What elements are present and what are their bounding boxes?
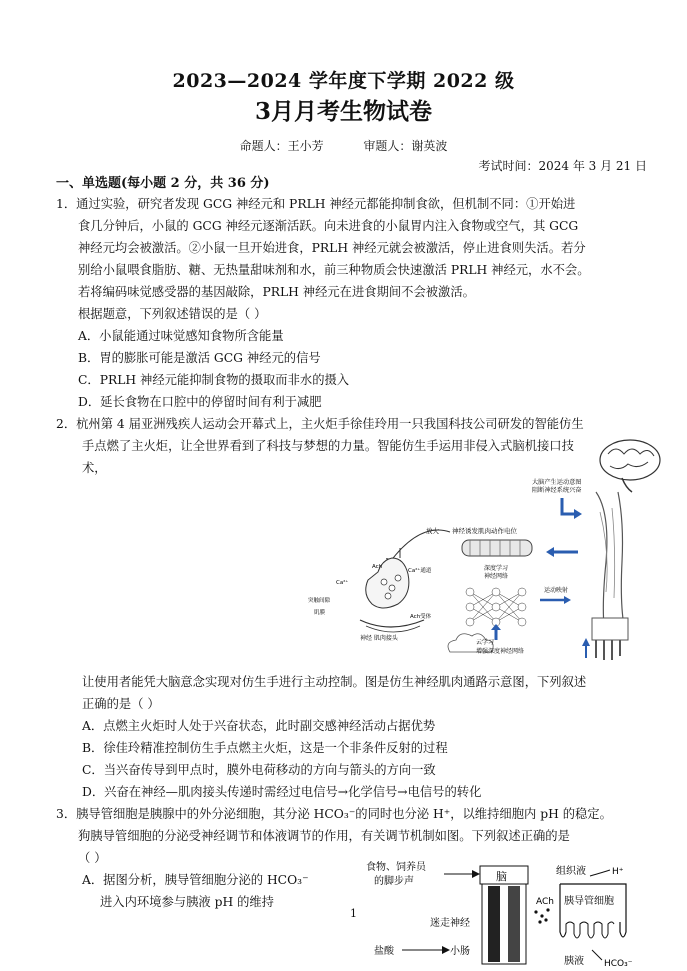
muscle-fiber bbox=[462, 540, 532, 556]
q1-option-a: A．小鼠能通过味觉感知食物所含能量 bbox=[78, 329, 284, 343]
exam-title-line2: 3月月考生物试卷 bbox=[254, 98, 432, 125]
q2-option-a: A．点燃主火炬时人处于兴奋状态，此时副交感神经活动占据优势 bbox=[82, 719, 436, 733]
q3-line: 狗胰导管细胞的分泌受神经调节和体液调节的作用，有关调节机制如图。下列叙述正确的是 bbox=[78, 829, 570, 843]
q2-option-c: C．当兴奋传导到甲点时，膜外电荷移动的方向与箭头的方向一致 bbox=[82, 763, 436, 777]
tissue-fluid-label: 组织液 bbox=[556, 866, 586, 877]
brain-box-label: 脑 bbox=[496, 870, 507, 883]
q3-option-a-line1: A．据图分析，胰导管细胞分泌的 HCO₃⁻ bbox=[82, 873, 309, 887]
food-label-1: 食物、饲养员 bbox=[366, 862, 426, 873]
authors-line bbox=[0, 137, 687, 154]
cloud-label-2: 增强深度神经网络 bbox=[476, 648, 525, 655]
brain-icon bbox=[600, 440, 660, 492]
q2-continuation: 正确的是（ ） bbox=[82, 697, 160, 711]
q1-option-b: B．胃的膨胀可能是激活 GCG 神经元的信号 bbox=[78, 351, 321, 365]
exam-time: 考试时间：2024 年 3 月 21 日 bbox=[478, 159, 647, 173]
bionic-arm bbox=[592, 492, 628, 660]
q1-option-d: D．延长食物在口腔中的停留时间有利于减肥 bbox=[78, 395, 322, 409]
duct-cell bbox=[560, 884, 626, 938]
cloud-label-1: 云学习 bbox=[476, 639, 495, 646]
brain-note-1: 大脑产生运动意图 bbox=[532, 479, 582, 486]
vagus-label: 迷走神经 bbox=[430, 918, 470, 929]
receptor-label: Ach受体 bbox=[410, 614, 432, 620]
ca-label: Ca²⁺ bbox=[336, 580, 349, 586]
q3-option-a-line2: 进入内环境参与胰液 pH 的维持 bbox=[100, 895, 274, 909]
brain-note-2: 阻断神经系统兴奋 bbox=[532, 487, 582, 494]
q2-line: 手点燃了主火炬，让全世界看到了科技与梦想的力量。智能仿生手运用非侵入式脑机接口技 bbox=[82, 439, 574, 453]
q1-line: 别给小鼠喂食脂肪、糖、无热量甜味剂和水，前三种物质会快速激活 PRLH 神经元，水不会。 bbox=[78, 263, 590, 277]
intestine-label: 小肠 bbox=[450, 946, 470, 957]
acid-label: 盐酸 bbox=[374, 946, 394, 957]
q1-line: 1．通过实验，研究者发现 GCG 神经元和 PRLH 神经元都能抑制食欲，但机制不同：①开始进 bbox=[56, 197, 576, 211]
enlarge-label: 放大 bbox=[426, 527, 439, 535]
q2-line: 2．杭州第 4 届亚洲残疾人运动会开幕式上，主火炬手徐佳玲用一只我国科技公司研发的智能仿生 bbox=[56, 417, 584, 431]
ach-label: Ach bbox=[372, 564, 383, 570]
pancreatic-juice-label: 胰液 bbox=[564, 956, 584, 967]
page-number: 1 bbox=[350, 907, 357, 920]
q1-stem: 根据题意，下列叙述错误的是（ ） bbox=[78, 307, 267, 321]
q1-line: 神经元均会被激活。②小鼠一旦开始进食，PRLH 神经元就会被激活，停止进食则失活。若分 bbox=[78, 241, 586, 255]
exam-title-line1: 2023—2024 学年度下学期 2022 级 bbox=[172, 70, 515, 92]
hco3-label: HCO₃⁻ bbox=[604, 959, 633, 969]
pancreatic-regulation-figure bbox=[360, 856, 660, 970]
deep-learning-label-1: 深度学习 bbox=[484, 565, 509, 572]
food-label-2: 的脚步声 bbox=[374, 876, 414, 887]
section-title: 一、单选题(每小题 2 分，共 36 分) bbox=[56, 176, 270, 191]
ach-label-3: ACh bbox=[536, 897, 554, 907]
q1-line: 食几分钟后，小鼠的 GCG 神经元逐渐活跃。向未进食的小鼠胃内注入食物或空气，其 GCG bbox=[78, 219, 579, 233]
junction-label: 神经 肌肉接头 bbox=[360, 635, 398, 642]
q3-line: 3．胰导管细胞是胰腺中的外分泌细胞，其分泌 HCO₃⁻的同时也分泌 H⁺，以维持细胞内 pH 的稳定。 bbox=[56, 807, 612, 821]
q3-line: （ ） bbox=[78, 851, 107, 865]
reviewer: 审题人：谢英波 bbox=[363, 139, 448, 153]
q2-line: 术， bbox=[82, 461, 107, 475]
q2-continuation: 让使用者能凭大脑意念实现对仿生手进行主动控制。图是仿生神经肌肉通路示意图，下列叙述 bbox=[82, 675, 587, 689]
q1-option-c: C．PRLH 神经元能抑制食物的摄取而非水的摄入 bbox=[78, 373, 350, 387]
deep-learning-label-2: 神经网络 bbox=[484, 573, 509, 580]
neural-network bbox=[466, 588, 526, 626]
bionic-pathway-figure bbox=[300, 432, 670, 664]
ca-channel-label: Ca²⁺通道 bbox=[408, 568, 432, 574]
ach-dots bbox=[534, 908, 549, 923]
motion-map-label: 运动映射 bbox=[544, 587, 569, 594]
author: 命题人：王小芳 bbox=[239, 139, 324, 153]
gap-label: 突触间隙 bbox=[308, 598, 331, 604]
q2-option-d: D．兴奋在神经—肌肉接头传递时需经过电信号→化学信号→电信号的转化 bbox=[82, 785, 482, 799]
q1-line: 若将编码味觉感受器的基因敲除，PRLH 神经元在进食期间不会被激活。 bbox=[78, 285, 475, 299]
q2-option-b: B．徐佳玲精准控制仿生手点燃主火炬，这是一个非条件反射的过程 bbox=[82, 741, 448, 755]
muscle-potential-label: 神经诱发肌肉动作电位 bbox=[452, 527, 517, 535]
h-plus-label: H⁺ bbox=[612, 867, 624, 877]
duct-cell-label: 胰导管细胞 bbox=[564, 896, 614, 907]
membrane-label: 肌膜 bbox=[314, 610, 326, 616]
